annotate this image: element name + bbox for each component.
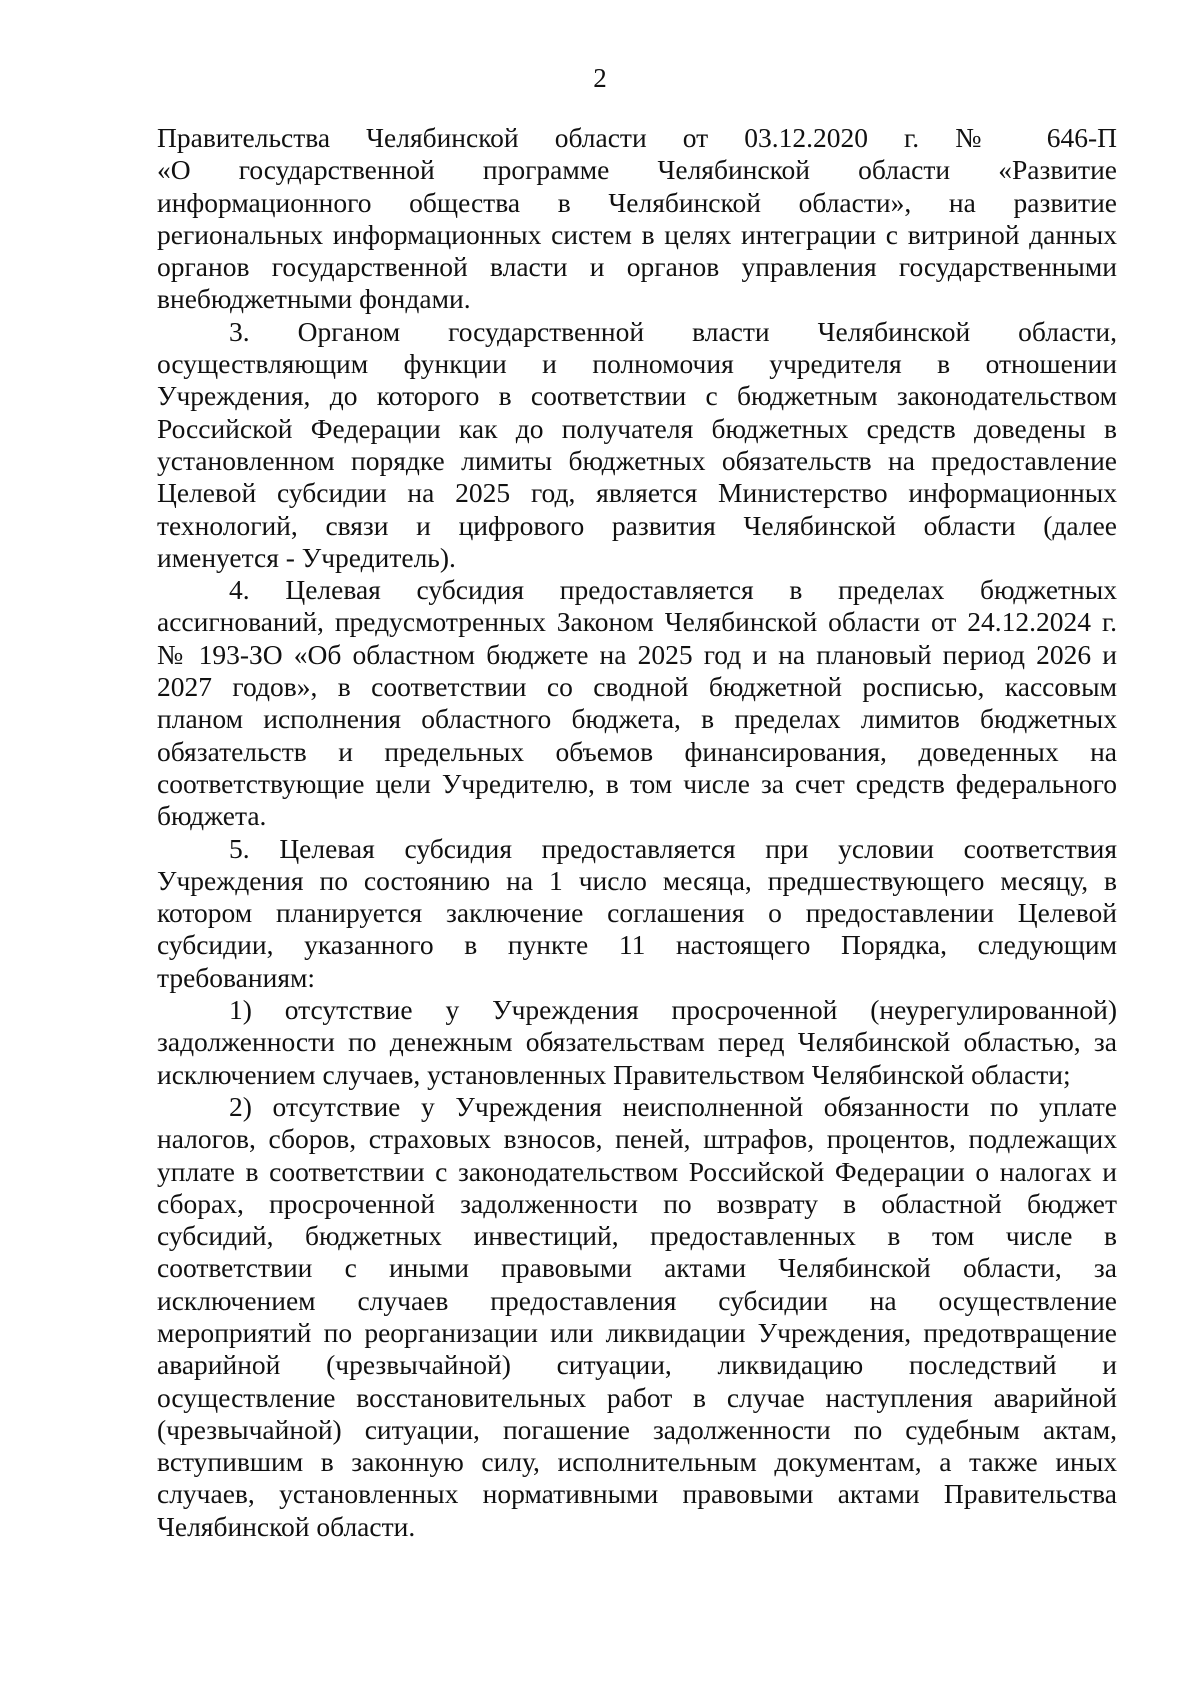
text-line: вступившим в законную силу, исполнительным документам, а также иных <box>157 1446 1117 1478</box>
text-line: субсидии, указанного в пункте 11 настоящего Порядка, следующим <box>157 929 1117 961</box>
text-line: задолженности по денежным обязательствам перед Челябинской областью, за <box>157 1026 1117 1058</box>
text-line: Челябинской области. <box>157 1510 416 1542</box>
text-line: Целевой субсидии на 2025 год, является Министерство информационных <box>157 477 1117 509</box>
text-line: требованиям: <box>157 961 316 993</box>
text-line: планом исполнения областного бюджета, в пределах лимитов бюджетных <box>157 703 1117 735</box>
page-number: 2 <box>593 63 607 93</box>
text-line: технологий, связи и цифрового развития Челябинской области (далее <box>157 509 1117 541</box>
text-line: 5. Целевая субсидия предоставляется при условии соответствия <box>229 832 1117 864</box>
text-line: уплате в соответствии с законодательством Российской Федерации о налогах и <box>157 1155 1117 1187</box>
text-line: исключением случаев предоставления субсидии на осуществление <box>157 1284 1117 1316</box>
text-line: ассигнований, предусмотренных Законом Челябинской области от 24.12.2024 г. <box>157 606 1117 638</box>
text-line: Российской Федерации как до получателя бюджетных средств доведены в <box>157 412 1117 444</box>
text-line: установленном порядке лимиты бюджетных обязательств на предоставление <box>157 444 1117 476</box>
text-line: обязательств и предельных объемов финансирования, доведенных на <box>157 735 1117 767</box>
text-line: 4. Целевая субсидия предоставляется в пределах бюджетных <box>229 574 1117 606</box>
text-line: осуществление восстановительных работ в случае наступления аварийной <box>157 1381 1117 1413</box>
text-line: осуществляющим функции и полномочия учредителя в отношении <box>157 348 1117 380</box>
text-line: информационного общества в Челябинской области», на развитие <box>157 186 1117 218</box>
text-line: 2027 годов», в соответствии со сводной бюджетной росписью, кассовым <box>157 671 1117 703</box>
text-line: (чрезвычайной) ситуации, погашение задолженности по судебным актам, <box>157 1413 1117 1445</box>
text-line: 2) отсутствие у Учреждения неисполненной обязанности по уплате <box>229 1090 1117 1122</box>
text-line: внебюджетными фондами. <box>157 283 471 315</box>
text-line: «О государственной программе Челябинской области «Развитие <box>157 154 1117 186</box>
text-line: именуется - Учредитель). <box>157 541 456 573</box>
text-line: сборах, просроченной задолженности по возврату в областной бюджет <box>157 1187 1117 1219</box>
text-line: исключением случаев, установленных Правительством Челябинской области; <box>157 1058 1071 1090</box>
text-line: региональных информационных систем в целях интеграции с витриной данных <box>157 218 1117 250</box>
text-line: № 193-ЗО «Об областном бюджете на 2025 год и на плановый период 2026 и <box>157 638 1117 670</box>
text-line: случаев, установленных нормативными правовыми актами Правительства <box>157 1478 1117 1510</box>
text-line: бюджета. <box>157 800 267 832</box>
text-line: Учреждения по состоянию на 1 число месяца, предшествующего месяцу, в <box>157 864 1117 896</box>
text-line: соответствии с иными правовыми актами Челябинской области, за <box>157 1252 1117 1284</box>
text-line: 3. Органом государственной власти Челябинской области, <box>229 315 1117 347</box>
text-line: соответствующие цели Учредителю, в том числе за счет средств федерального <box>157 767 1117 799</box>
text-line: 1) отсутствие у Учреждения просроченной (неурегулированной) <box>229 994 1117 1026</box>
text-line: налогов, сборов, страховых взносов, пеней, штрафов, процентов, подлежащих <box>157 1123 1117 1155</box>
text-line: Правительства Челябинской области от 03.12.2020 г. № 646-П <box>157 122 1117 153</box>
text-line: органов государственной власти и органов управления государственными <box>157 251 1117 283</box>
text-line: Учреждения, до которого в соответствии с бюджетным законодательством <box>157 380 1117 412</box>
text-line: аварийной (чрезвычайной) ситуации, ликвидацию последствий и <box>157 1349 1117 1381</box>
document-body-text <box>157 122 1117 1543</box>
text-line: мероприятий по реорганизации или ликвидации Учреждения, предотвращение <box>157 1316 1117 1348</box>
text-line: субсидий, бюджетных инвестиций, предоставленных в том числе в <box>157 1220 1117 1252</box>
text-line: котором планируется заключение соглашения о предоставлении Целевой <box>157 897 1117 929</box>
